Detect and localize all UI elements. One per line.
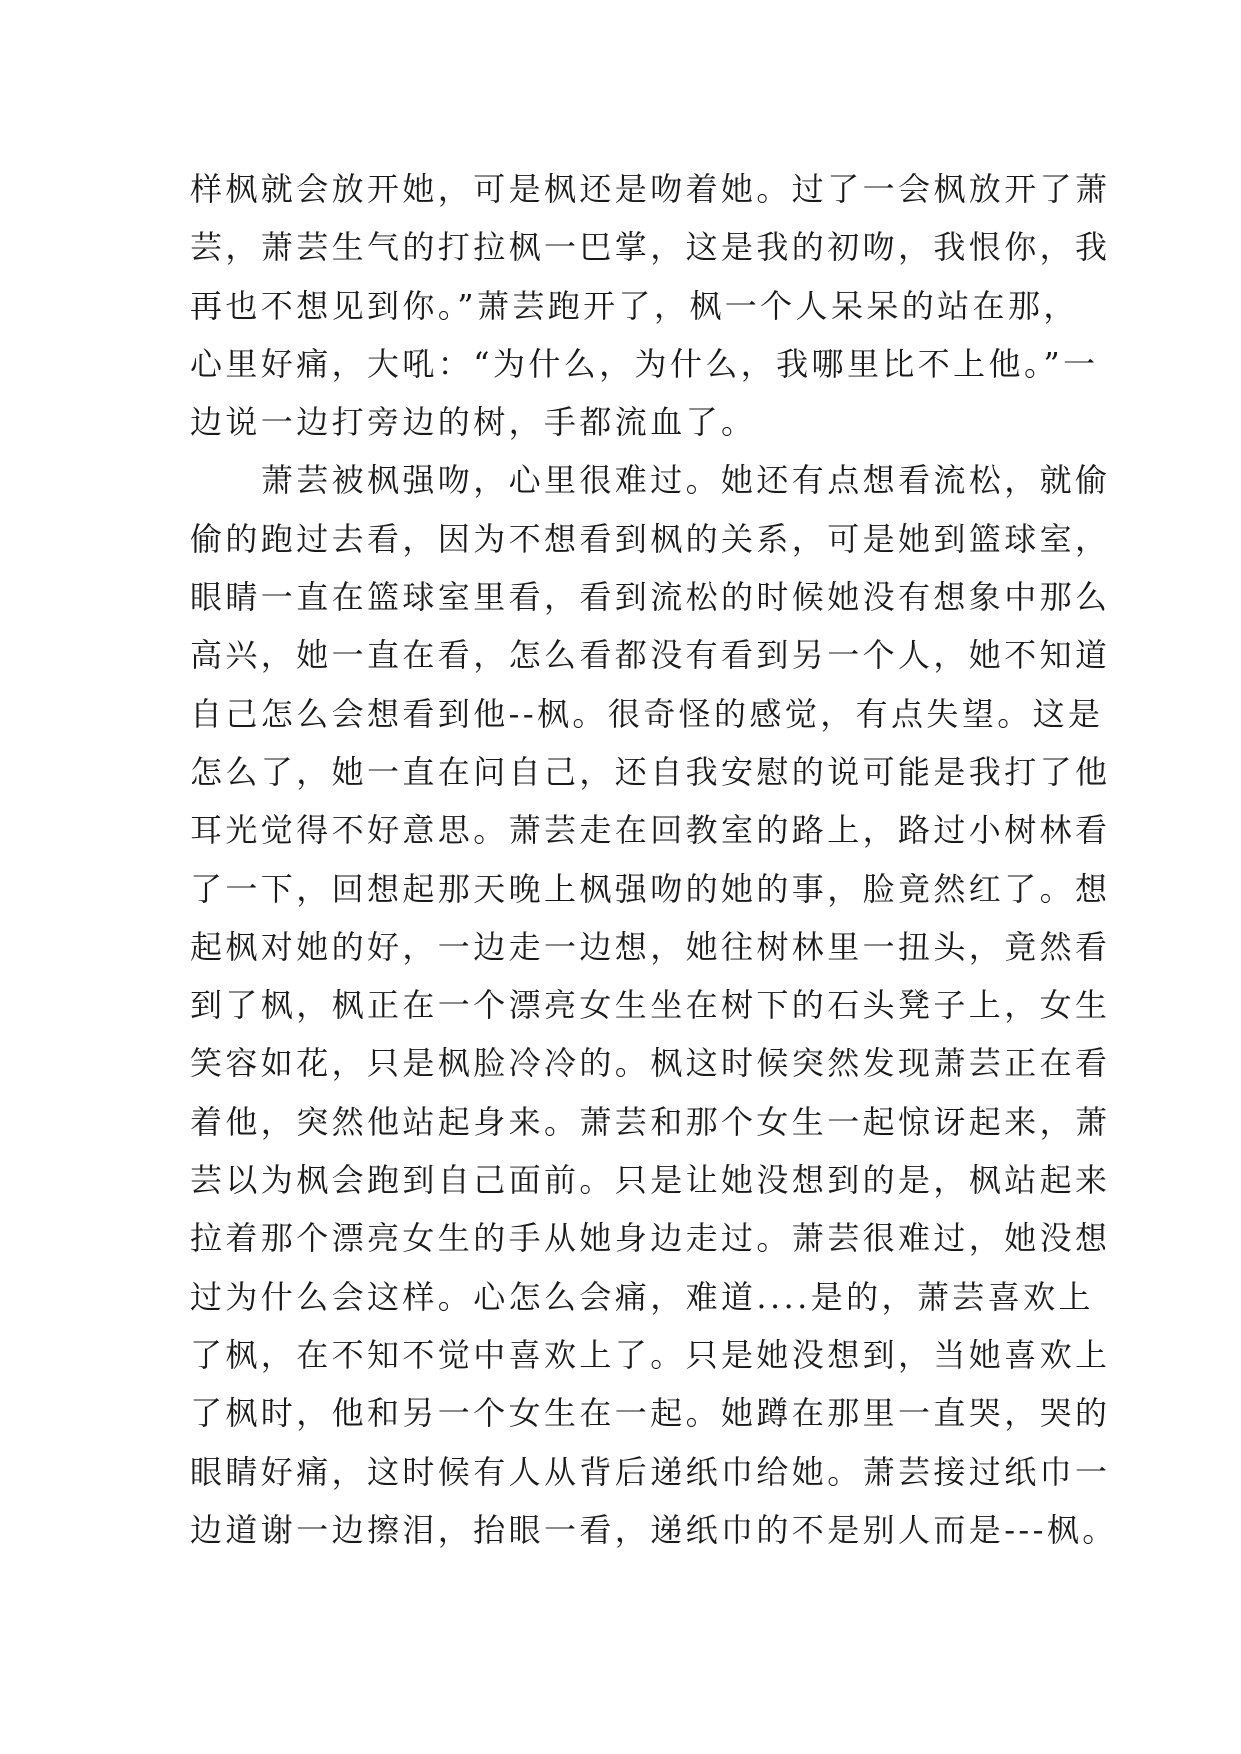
text-line: 过为什么会这样。心怎么会痛，难道....是的，萧芸喜欢上 (190, 1277, 1094, 1316)
text-line: 高兴，她一直在看，怎么看都没有看到另一个人，她不知道 (190, 636, 1111, 675)
text-line: 边说一边打旁边的树，手都流血了。 (190, 403, 757, 442)
text-line: 萧芸被枫强吻，心里很难过。她还有点想看流松，就偷 (190, 461, 1111, 500)
text-line: 到了枫，枫正在一个漂亮女生坐在树下的石头凳子上，女生 (190, 986, 1111, 1025)
text-line: 了枫，在不知不觉中喜欢上了。只是她没想到，当她喜欢上 (190, 1335, 1111, 1374)
text-line: 起枫对她的好，一边走一边想，她往树林里一扭头，竟然看 (190, 927, 1111, 966)
text-line: 怎么了，她一直在问自己，还自我安慰的说可能是我打了他 (190, 752, 1111, 791)
text-line: 样枫就会放开她，可是枫还是吻着她。过了一会枫放开了萧 (190, 170, 1111, 208)
text-line: 耳光觉得不好意思。萧芸走在回教室的路上，路过小树林看 (190, 811, 1111, 850)
text-line: 眼睛一直在篮球室里看，看到流松的时候她没有想象中那么 (190, 578, 1111, 617)
text-line: 心里好痛，大吼：“为什么，为什么，我哪里比不上他。”一 (190, 344, 1099, 383)
text-line: 再也不想见到你。”萧芸跑开了，枫一个人呆呆的站在那， (190, 286, 1079, 325)
text-line: 眼睛好痛，这时候有人从背后递纸巾给她。萧芸接过纸巾一 (190, 1452, 1111, 1491)
text-line: 笑容如花，只是枫脸冷冷的。枫这时候突然发现萧芸正在看 (190, 1044, 1111, 1083)
text-line: 芸以为枫会跑到自己面前。只是让她没想到的是，枫站起来 (190, 1161, 1111, 1200)
body-text (190, 160, 1118, 1559)
text-line: 着他，突然他站起身来。萧芸和那个女生一起惊讶起来，萧 (190, 1102, 1111, 1141)
text-line: 芸，萧芸生气的打拉枫一巴掌，这是我的初吻，我恨你，我 (190, 228, 1111, 267)
text-line: 了一下，回想起那天晚上枫强吻的她的事，脸竟然红了。想 (190, 869, 1111, 908)
text-line: 拉着那个漂亮女生的手从她身边走过。萧芸很难过，她没想 (190, 1219, 1111, 1258)
text-line: 自己怎么会想看到他--枫。很奇怪的感觉，有点失望。这是 (190, 694, 1104, 733)
text-line: 偷的跑过去看，因为不想看到枫的关系，可是她到篮球室， (190, 519, 1111, 558)
text-line: 边道谢一边擦泪，抬眼一看，递纸巾的不是别人而是---枫。 (190, 1510, 1118, 1549)
text-line: 了枫时，他和另一个女生在一起。她蹲在那里一直哭，哭的 (190, 1394, 1111, 1433)
